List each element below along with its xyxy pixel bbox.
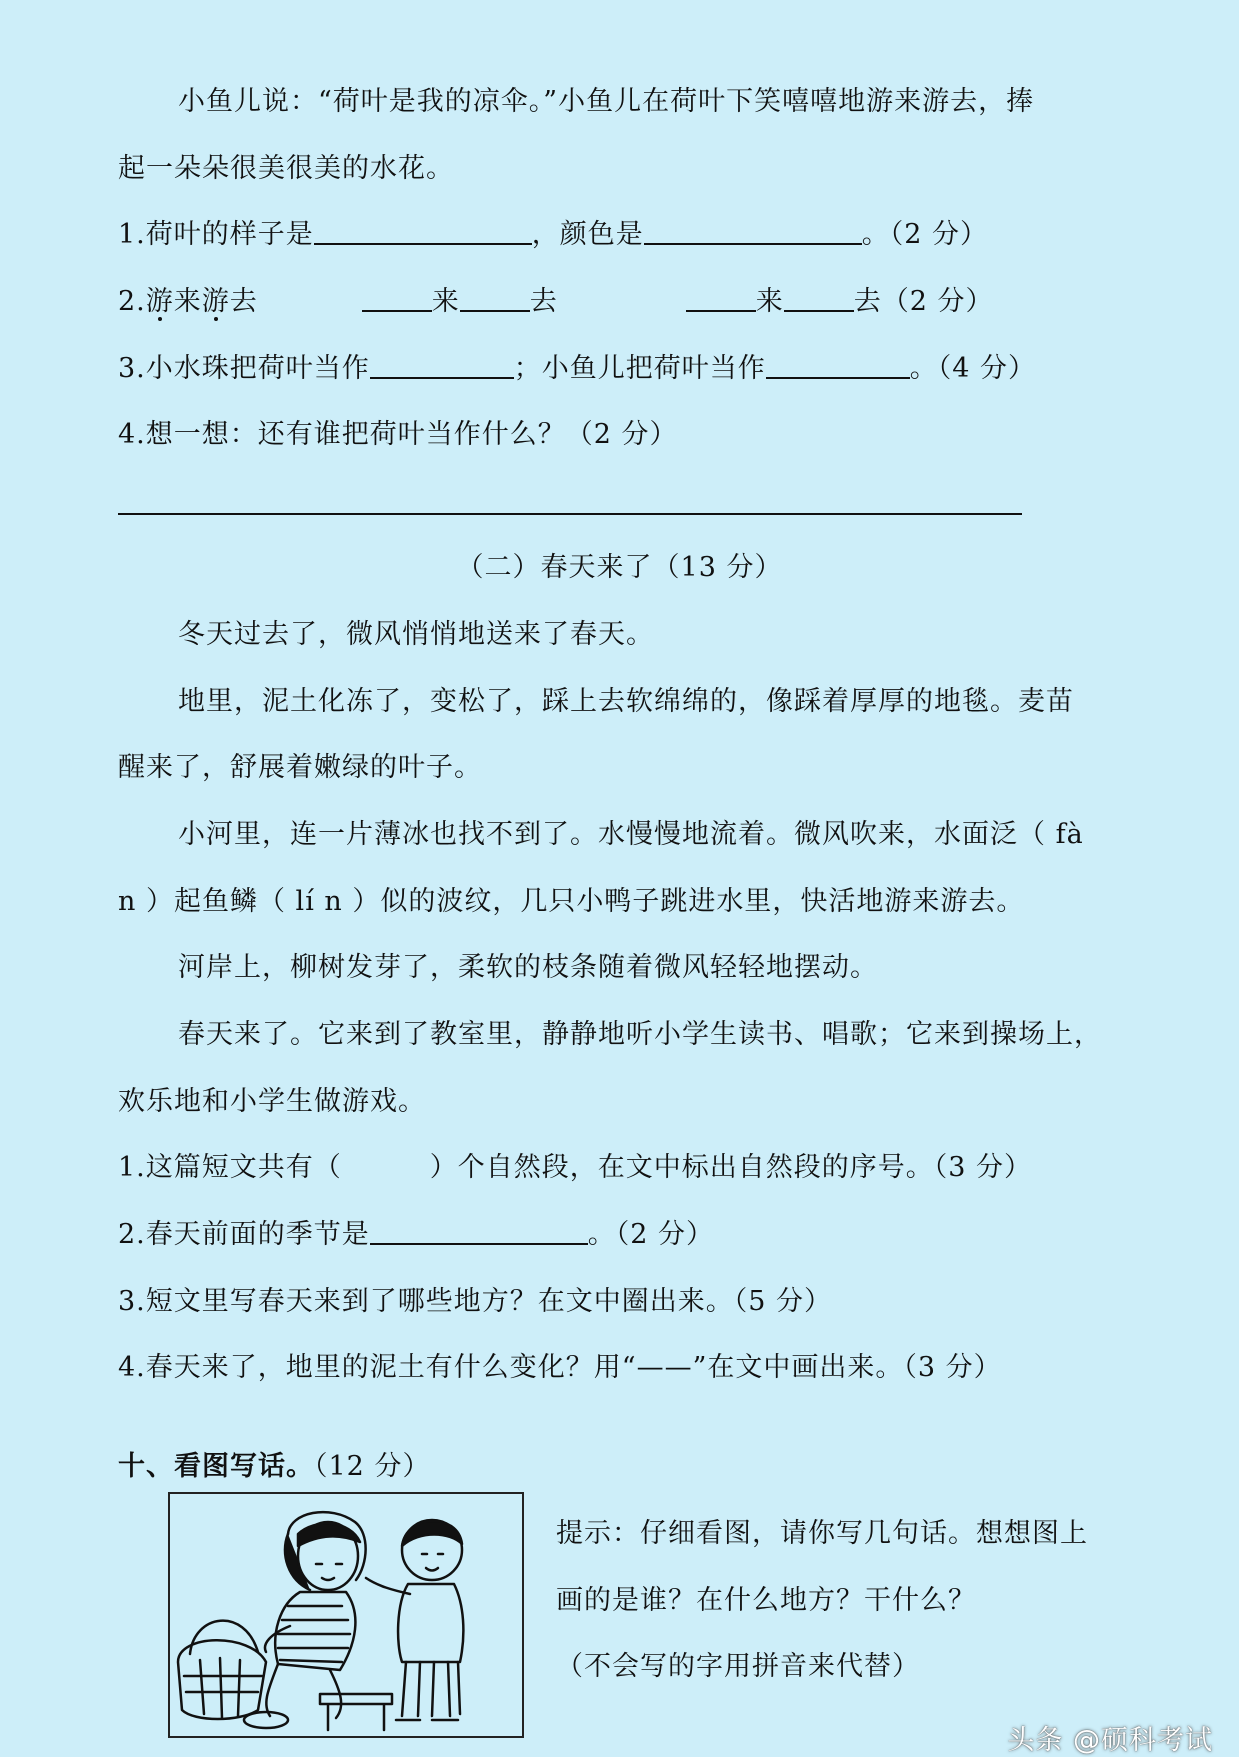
section10-hint-line1: 提示：仔细看图，请你写几句话。想想图上 (556, 1518, 1088, 1549)
question-2-2 (118, 1215, 714, 1255)
answer-blank[interactable] (370, 351, 514, 379)
answer-blank[interactable] (460, 284, 530, 312)
answer-line[interactable] (118, 513, 1022, 515)
section2-paragraph-4: 河岸上，柳树发芽了，柔软的枝条随着微风轻轻地摆动。 (178, 952, 878, 983)
question-text: 1.荷叶的样子是 (118, 219, 314, 250)
answer-blank[interactable] (362, 284, 432, 312)
section2-paragraph-5-line2: 欢乐地和小学生做游戏。 (118, 1086, 426, 1117)
passage1-line2: 起一朵朵很美很美的水花。 (118, 153, 454, 184)
illustration-drawing (170, 1494, 522, 1736)
question-1-1 (118, 215, 988, 255)
question-number: 2. (118, 286, 146, 317)
answer-blank[interactable] (644, 217, 862, 245)
section2-paragraph-3-line1: 小河里，连一片薄冰也找不到了。水慢慢地流着。微风吹来，水面泛（ fà (178, 819, 1084, 850)
question-text: 3.小水珠把荷叶当作 (118, 353, 370, 384)
answer-blank[interactable] (784, 284, 854, 312)
section2-paragraph-1: 冬天过去了，微风悄悄地送来了春天。 (178, 619, 654, 650)
section2-paragraph-2-line1: 地里，泥土化冻了，变松了，踩上去软绵绵的，像踩着厚厚的地毯。麦苗 (178, 686, 1074, 717)
dotted-char: 游 (145, 286, 174, 317)
question-text: ）个自然段，在文中标出自然段的序号。（3 分） (429, 1152, 1033, 1183)
question-text: 去 (229, 286, 258, 317)
question-2-1 (118, 1148, 1032, 1188)
question-text: 来 (431, 286, 460, 317)
question-text: 2.春天前面的季节是 (118, 1219, 370, 1250)
illustration-picture (168, 1492, 524, 1738)
question-text: 去（2 分） (853, 286, 994, 317)
question-text: 去 (529, 286, 558, 317)
question-text: 。（4 分） (909, 353, 1037, 384)
section10-hint-line2: 画的是谁？在什么地方？干什么？ (556, 1585, 976, 1616)
section2-paragraph-5-line1: 春天来了。它来到了教室里，静静地听小学生读书、唱歌；它来到操场上， (178, 1019, 1102, 1050)
question-1-2 (118, 282, 994, 322)
question-text: 。（2 分） (861, 219, 989, 250)
question-text: 来 (755, 286, 784, 317)
section10-heading (118, 1447, 430, 1487)
question-1-4: 4.想一想：还有谁把荷叶当作什么？（2 分） (118, 419, 678, 450)
question-text: 。（2 分） (587, 1219, 715, 1250)
question-text: 1.这篇短文共有（ (118, 1152, 342, 1183)
question-2-4: 4.春天来了，地里的泥土有什么变化？用“——”在文中画出来。（3 分） (118, 1352, 1002, 1383)
answer-blank[interactable] (766, 351, 910, 379)
answer-blank[interactable] (686, 284, 756, 312)
question-text: ，颜色是 (531, 219, 644, 250)
section10-hint-line3: （不会写的字用拼音来代替） (556, 1651, 920, 1682)
dotted-char: 游 (201, 286, 230, 317)
question-text: 来 (173, 286, 202, 317)
section2-title: （二）春天来了（13 分） (456, 552, 783, 583)
question-1-3 (118, 349, 1036, 389)
watermark: 头条 @硕科考试 (1007, 1725, 1213, 1756)
answer-blank[interactable] (370, 1217, 588, 1245)
question-2-3: 3.短文里写春天来到了哪些地方？在文中圈出来。（5 分） (118, 1286, 833, 1317)
section10-title: 十、看图写话。 (118, 1451, 314, 1482)
question-text: ；小鱼儿把荷叶当作 (513, 353, 766, 384)
section2-paragraph-3-line2: n ）起鱼鳞（ lí n ）似的波纹，几只小鸭子跳进水里，快活地游来游去。 (118, 886, 1025, 917)
section2-paragraph-2-line2: 醒来了，舒展着嫩绿的叶子。 (118, 752, 482, 783)
passage1-line1: 小鱼儿说：“荷叶是我的凉伞。”小鱼儿在荷叶下笑嘻嘻地游来游去，捧 (178, 86, 1035, 117)
section10-score: （12 分） (314, 1451, 431, 1482)
answer-blank[interactable] (314, 217, 532, 245)
